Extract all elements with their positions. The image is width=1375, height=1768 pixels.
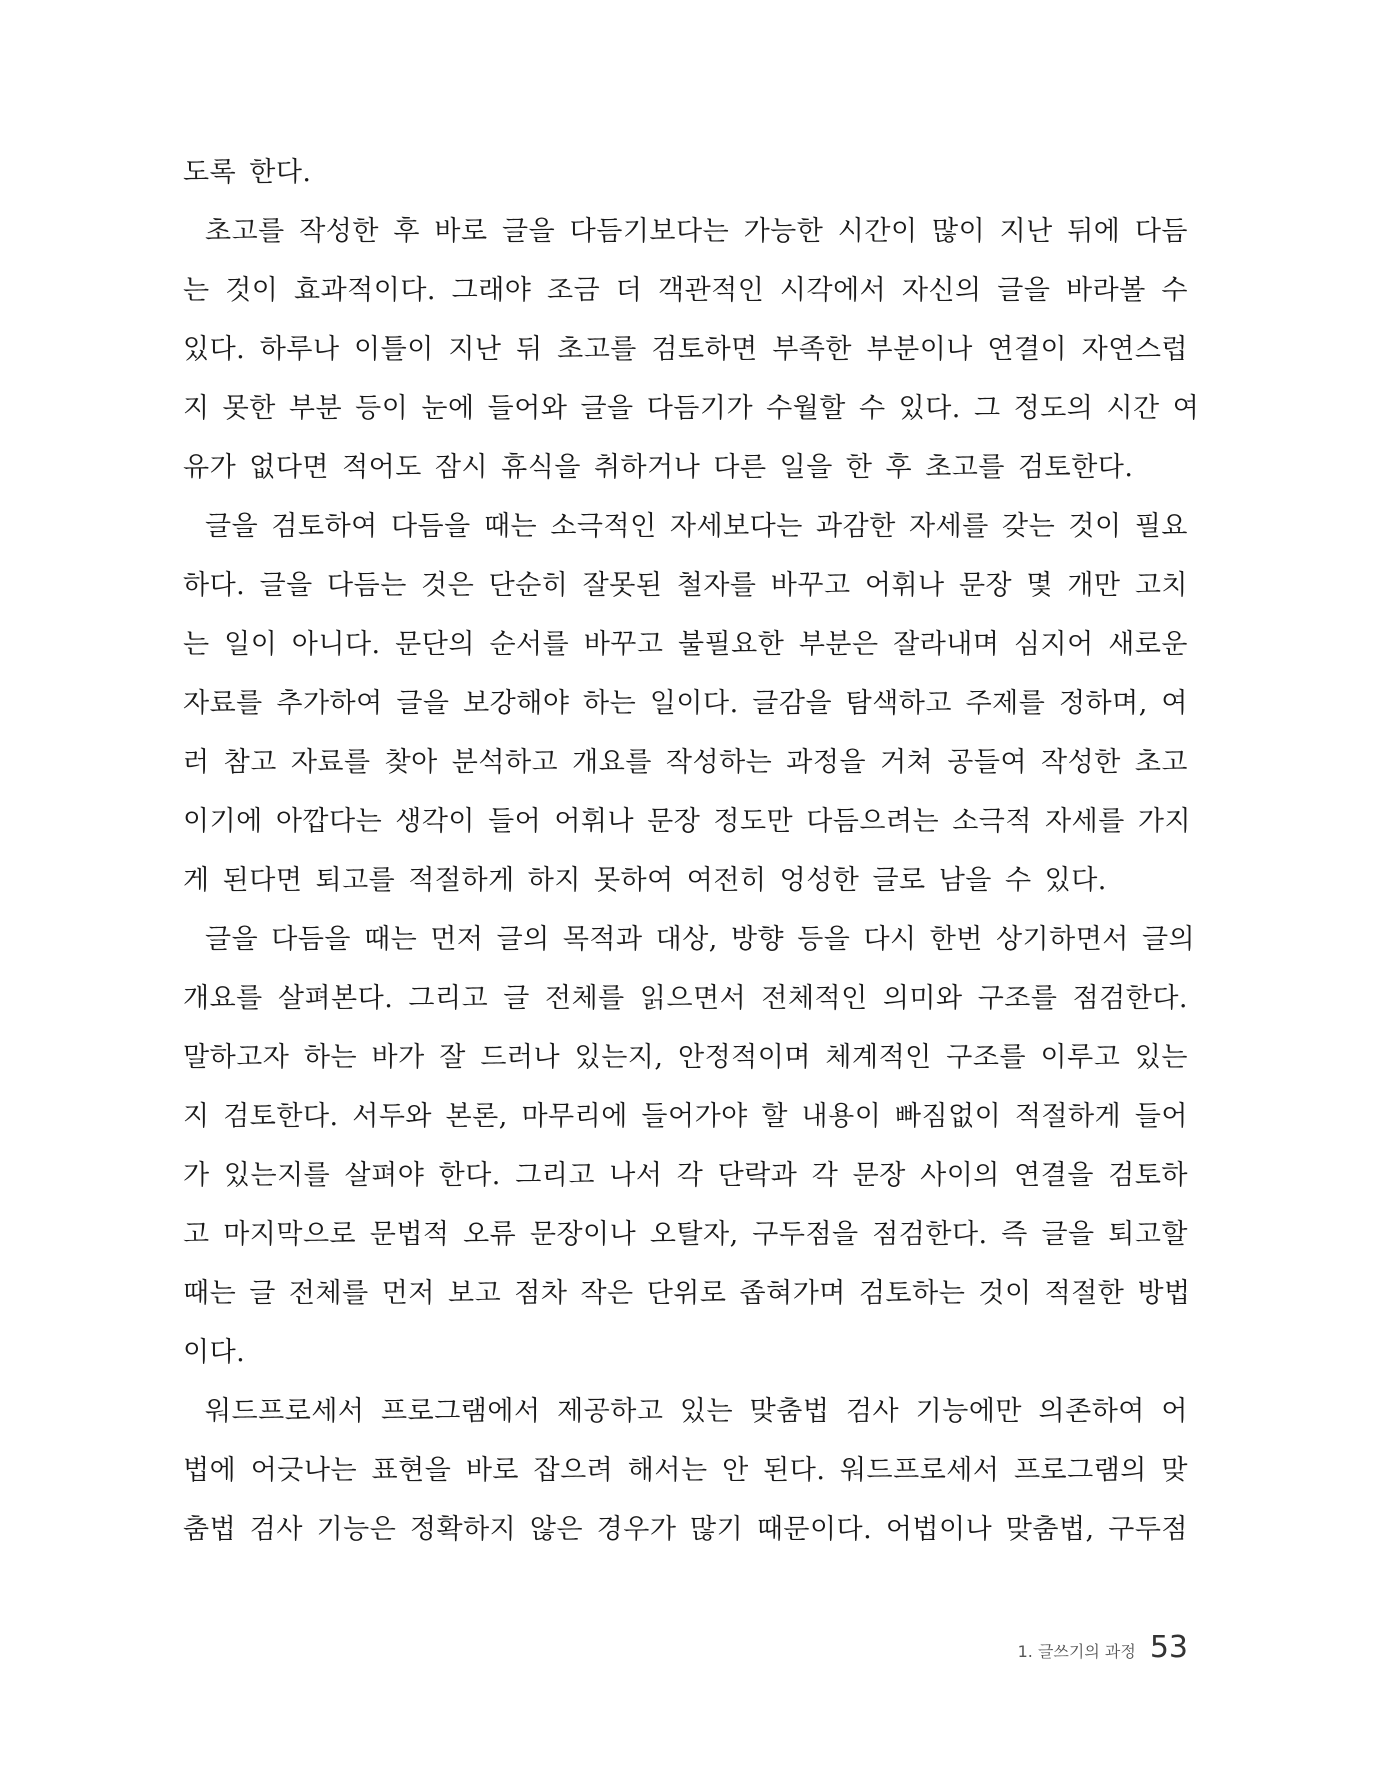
text-line: 고 마지막으로 문법적 오류 문장이나 오탈자, 구두점을 점검한다. 즉 글을 퇴고할 bbox=[183, 1219, 1188, 1250]
page-footer bbox=[960, 1630, 1188, 1680]
text-line-paragraph-start: 글을 검토하여 다듬을 때는 소극적인 자세보다는 과감한 자세를 갖는 것이 필요 bbox=[205, 511, 1188, 542]
text-line: 이다. bbox=[183, 1337, 246, 1368]
chapter-label: 1. 글쓰기의 과정 bbox=[1017, 1642, 1136, 1661]
text-line: 지 검토한다. 서두와 본론, 마무리에 들어가야 할 내용이 빠짐없이 적절하게 들어 bbox=[183, 1101, 1188, 1132]
text-line-paragraph-start: 워드프로세서 프로그램에서 제공하고 있는 맞춤법 검사 기능에만 의존하여 어 bbox=[205, 1396, 1188, 1427]
text-line: 지 못한 부분 등이 눈에 들어와 글을 다듬기가 수월할 수 있다. 그 정도의 시간 여 bbox=[183, 393, 1200, 424]
text-line: 러 참고 자료를 찾아 분석하고 개요를 작성하는 과정을 거쳐 공들여 작성한 초고 bbox=[183, 747, 1188, 778]
text-line: 때는 글 전체를 먼저 보고 점차 작은 단위로 좁혀가며 검토하는 것이 적절한 방법 bbox=[183, 1278, 1191, 1309]
text-line: 있다. 하루나 이틀이 지난 뒤 초고를 검토하면 부족한 부분이나 연결이 자연스럽 bbox=[183, 334, 1188, 365]
text-line-paragraph-start: 초고를 작성한 후 바로 글을 다듬기보다는 가능한 시간이 많이 지난 뒤에 다듬 bbox=[205, 216, 1188, 247]
text-line: 자료를 추가하여 글을 보강해야 하는 일이다. 글감을 탐색하고 주제를 정하며, 여 bbox=[183, 688, 1188, 719]
text-line: 는 일이 아니다. 문단의 순서를 바꾸고 불필요한 부분은 잘라내며 심지어 새로운 bbox=[183, 629, 1188, 660]
text-line: 가 있는지를 살펴야 한다. 그리고 나서 각 단락과 각 문장 사이의 연결을 검토하 bbox=[183, 1160, 1188, 1191]
text-line-paragraph-start: 글을 다듬을 때는 먼저 글의 목적과 대상, 방향 등을 다시 한번 상기하면서 글의 bbox=[205, 924, 1196, 955]
text-line: 춤법 검사 기능은 정확하지 않은 경우가 많기 때문이다. 어법이나 맞춤법, 구두점 bbox=[183, 1514, 1188, 1545]
body-text bbox=[183, 143, 1200, 1559]
page-number: 53 bbox=[1149, 1630, 1188, 1665]
text-line: 말하고자 하는 바가 잘 드러나 있는지, 안정적이며 체계적인 구조를 이루고 있는 bbox=[183, 1042, 1188, 1073]
text-line: 도록 한다. bbox=[183, 157, 312, 188]
text-line: 하다. 글을 다듬는 것은 단순히 잘못된 철자를 바꾸고 어휘나 문장 몇 개만 고치 bbox=[183, 570, 1188, 601]
text-line: 는 것이 효과적이다. 그래야 조금 더 객관적인 시각에서 자신의 글을 바라볼 수 bbox=[183, 275, 1188, 306]
text-line: 게 된다면 퇴고를 적절하게 하지 못하여 여전히 엉성한 글로 남을 수 있다. bbox=[183, 865, 1107, 896]
text-line: 개요를 살펴본다. 그리고 글 전체를 읽으면서 전체적인 의미와 구조를 점검한다. bbox=[183, 983, 1188, 1014]
text-line: 이기에 아깝다는 생각이 들어 어휘나 문장 정도만 다듬으려는 소극적 자세를 가지 bbox=[183, 806, 1192, 837]
text-line: 법에 어긋나는 표현을 바로 잡으려 해서는 안 된다. 워드프로세서 프로그램의 맞 bbox=[183, 1455, 1188, 1486]
text-line: 유가 없다면 적어도 잠시 휴식을 취하거나 다른 일을 한 후 초고를 검토한다. bbox=[183, 452, 1134, 483]
